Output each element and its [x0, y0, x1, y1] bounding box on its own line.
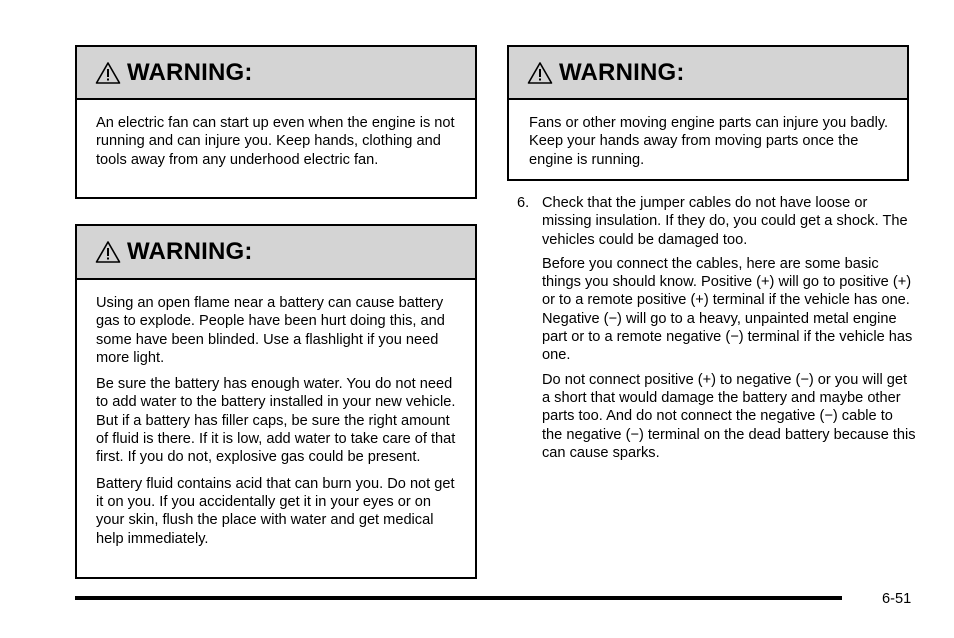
warning-box-electric-fan: [75, 45, 477, 199]
footer-rule: [75, 596, 842, 600]
warning-paragraph: An electric fan can start up even when the engine is not running and can injure you. Keep hands, clothing and tools away from any underhood electric fan.: [96, 115, 455, 168]
warning-body: [77, 100, 475, 169]
warning-header: [509, 47, 907, 100]
warning-paragraph: Using an open flame near a battery can cause battery gas to explode. People have been hurt doing this, and some have been blinded. Use a flashlight if you need more light.: [96, 295, 445, 366]
warning-header: [77, 47, 475, 100]
warning-header: [77, 226, 475, 280]
warning-box-moving-parts: [507, 45, 909, 181]
step-6: [517, 194, 917, 462]
warning-title: WARNING:: [127, 238, 253, 265]
warning-title: WARNING:: [559, 58, 685, 86]
step-paragraph: Check that the jumper cables do not have loose or missing insulation. If they do, you could get a shock. The vehicles could be damaged too.: [542, 195, 908, 248]
warning-triangle-icon: [527, 61, 553, 85]
warning-body: [77, 280, 475, 548]
step-paragraph: Do not connect positive (+) to negative (−) or you will get a short that would damage the battery and maybe other parts too. And do not connect the negative (−) cable to the negative (−) terminal on the dead battery because this can cause sparks.: [542, 371, 916, 461]
warning-title: WARNING:: [127, 58, 253, 86]
warning-box-battery: [75, 224, 477, 579]
step-number: 6.: [517, 195, 530, 211]
warning-triangle-icon: [95, 61, 121, 85]
step-text: [542, 194, 917, 462]
step-paragraph: Before you connect the cables, here are some basic things you should know. Positive (+) will go to positive (+) or to a remote positive (+) terminal if the vehicle has one. Negative (−) will go to a heavy, unpainted metal engine part or to a remote negative (−) terminal if the vehicle has one.: [542, 255, 913, 364]
warning-paragraph: Battery fluid contains acid that can burn you. Do not get it on you. If you accidentally get it in your eyes or on your skin, flush the place with water and get medical help immediately.: [96, 475, 455, 547]
warning-paragraph: Be sure the battery has enough water. You do not need to add water to the battery installed in your new vehicle. But if a battery has filler caps, be sure the right amount of fluid is there. If it is low, add water to take care of that first. If you do not, explosive gas could be present.: [96, 376, 456, 466]
warning-triangle-icon: [95, 240, 121, 264]
page-number: 6-51: [882, 591, 912, 607]
warning-body: [509, 100, 907, 169]
warning-paragraph: Fans or other moving engine parts can injure you badly. Keep your hands away from moving parts once the engine is running.: [529, 115, 889, 168]
